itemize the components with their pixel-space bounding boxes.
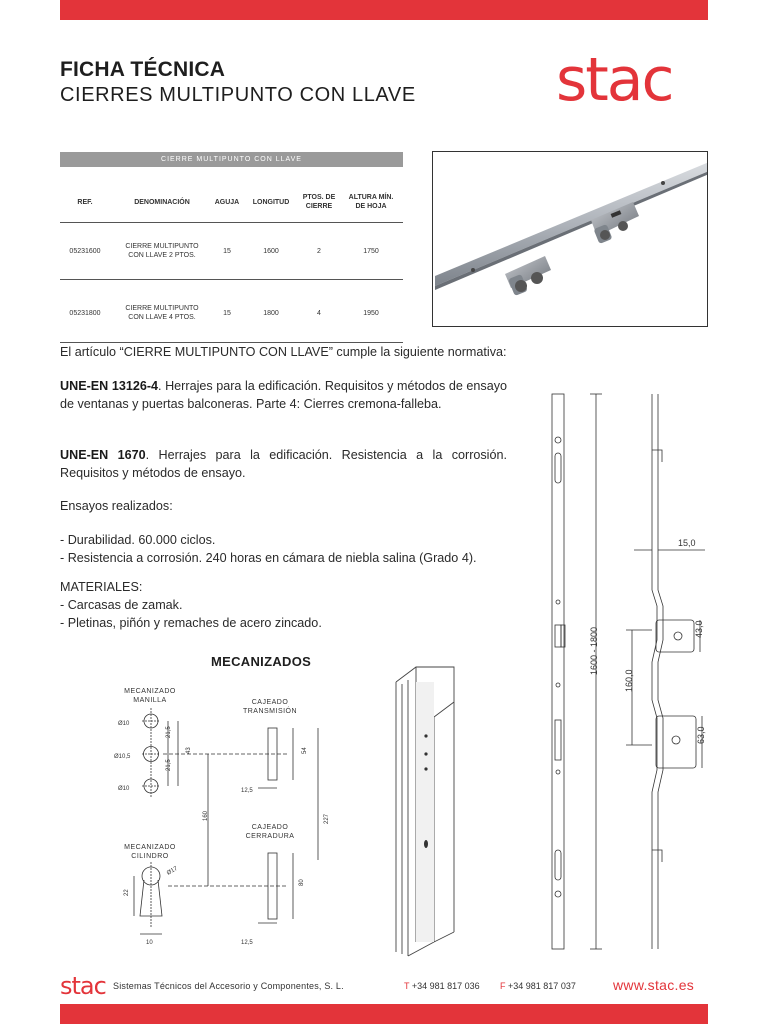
list-item: - Carcasas de zamak. xyxy=(60,598,183,612)
dim-d105: Ø10,5 xyxy=(114,754,131,760)
table-caption: CIERRE MULTIPUNTO CON LLAVE xyxy=(60,152,403,167)
phone-prefix: T xyxy=(404,981,410,991)
label-line: CAJEADO xyxy=(251,824,289,831)
dim-10: 10 xyxy=(146,940,153,946)
table-header-row xyxy=(60,167,403,223)
fax-prefix: F xyxy=(500,981,506,991)
standard-code: UNE-EN 13126-4 xyxy=(60,379,159,393)
dim-54: 54 xyxy=(302,747,308,754)
cell-ref: 05231600 xyxy=(69,248,101,255)
top-accent-bar xyxy=(60,0,708,20)
dim-21-5-top: 21,5 xyxy=(166,726,172,738)
label-line: CAJEADO xyxy=(251,699,289,706)
footer-phone xyxy=(404,981,480,991)
footer-fax xyxy=(500,981,576,991)
cell-longitud: 1600 xyxy=(263,248,279,255)
cell-den-line1: CIERRE MULTIPUNTO xyxy=(125,305,199,312)
col-ptos-line2: CIERRE xyxy=(305,203,333,210)
cell-den-line2: CON LLAVE 2 PTOS. xyxy=(128,252,196,259)
standard-description: . Herrajes para la edificación. Resistencia a la corrosión. Requisitos y métodos de ensayo. xyxy=(60,448,507,480)
profile-drawing xyxy=(386,662,466,962)
col-denominacion: DENOMINACIÓN xyxy=(134,199,190,206)
label-line: CILINDRO xyxy=(131,853,169,860)
cell-altura: 1750 xyxy=(363,248,379,255)
col-altura xyxy=(342,193,400,211)
dim-227: 227 xyxy=(324,813,330,824)
col-altura-line1: ALTURA MÍN. xyxy=(348,194,394,201)
cell-ptos: 4 xyxy=(317,310,321,317)
stac-logo: stac xyxy=(556,45,673,115)
dim-160: 160,0 xyxy=(624,669,634,692)
dim-43: 43,0 xyxy=(694,620,704,638)
fax-number: +34 981 817 037 xyxy=(508,981,576,991)
dim-80: 80 xyxy=(299,879,305,886)
cell-den-line2: CON LLAVE 4 PTOS. xyxy=(128,314,196,321)
label-line: MANILLA xyxy=(133,697,167,704)
cell-den-line1: CIERRE MULTIPUNTO xyxy=(125,243,199,250)
label-line: TRANSMISIÓN xyxy=(242,708,298,715)
dim-63: 63,0 xyxy=(696,726,706,744)
list-item: - Durabilidad. 60.000 ciclos. xyxy=(60,533,216,547)
list-item: - Resistencia a corrosión. 240 horas en cámara de niebla salina (Grado 4). xyxy=(60,551,477,565)
dim-43: 43 xyxy=(186,747,192,754)
col-ptos xyxy=(296,193,342,211)
dim-1600-1800: 1600 - 1800 xyxy=(589,626,599,675)
hardware-strip-drawing xyxy=(540,380,720,955)
col-longitud: LONGITUD xyxy=(252,199,290,206)
dim-160: 160 xyxy=(203,810,209,821)
normativa-intro: El artículo “CIERRE MULTIPUNTO CON LLAVE” cumple la siguiente normativa: xyxy=(60,345,507,359)
page-title: FICHA TÉCNICA xyxy=(60,58,226,81)
dim-d17: Ø17 xyxy=(166,865,179,877)
label-line: MECANIZADO xyxy=(124,844,176,851)
phone-number: +34 981 817 036 xyxy=(411,981,480,991)
machining-diagram xyxy=(108,680,383,955)
dim-22: 22 xyxy=(124,889,130,896)
materials-block xyxy=(60,578,322,632)
standard-code: UNE-EN 1670 xyxy=(60,448,146,462)
cell-denominacion xyxy=(118,304,206,322)
dim-d10-top: Ø10 xyxy=(118,721,130,727)
dim-d10-bottom: Ø10 xyxy=(118,786,130,792)
spec-table xyxy=(60,152,403,343)
dim-12-5-bottom: 12,5 xyxy=(241,940,253,946)
lock-body-lower xyxy=(505,256,551,296)
bottom-accent-bar xyxy=(60,1004,708,1024)
tests-heading: Ensayos realizados: xyxy=(60,499,173,513)
tests-list xyxy=(60,531,477,567)
label-line: CERRADURA xyxy=(245,833,295,840)
page-subtitle: CIERRES MULTIPUNTO CON LLAVE xyxy=(60,84,416,106)
col-aguja: AGUJA xyxy=(214,199,240,206)
company-name: Sistemas Técnicos del Accesorio y Componentes, S. L. xyxy=(113,981,344,991)
mecanizados-heading: MECANIZADOS xyxy=(211,654,312,669)
col-ptos-line1: PTOS. DE xyxy=(302,194,336,201)
machining-drawing xyxy=(108,680,383,955)
cell-aguja: 15 xyxy=(223,310,231,317)
cell-denominacion xyxy=(118,242,206,260)
col-altura-line2: DE HOJA xyxy=(355,203,387,210)
list-item: - Pletinas, piñón y remaches de acero zincado. xyxy=(60,616,322,630)
dim-15: 15,0 xyxy=(678,538,696,548)
product-photo xyxy=(432,151,708,327)
cell-altura: 1950 xyxy=(363,310,379,317)
footer-stac-logo: stac xyxy=(60,972,106,1000)
standard-une-13126 xyxy=(60,377,507,413)
standard-description: . Herrajes para la edificación. Requisitos y métodos de ensayo de ventanas y puertas balconeras. Parte 4: Cierres cremona-falleba. xyxy=(60,379,507,411)
col-ref: REF. xyxy=(77,199,93,206)
standard-une-1670 xyxy=(60,446,507,482)
website-link[interactable]: www.stac.es xyxy=(613,977,695,993)
cell-aguja: 15 xyxy=(223,248,231,255)
label-line: MECANIZADO xyxy=(124,688,176,695)
dim-12-5-top: 12,5 xyxy=(241,788,253,794)
cell-longitud: 1800 xyxy=(263,310,279,317)
cell-ref: 05231800 xyxy=(69,310,101,317)
table-row xyxy=(60,223,403,280)
materials-heading: MATERIALES: xyxy=(60,580,143,594)
table-row xyxy=(60,280,403,343)
cell-ptos: 2 xyxy=(317,248,321,255)
dim-21-5-bottom: 21,5 xyxy=(166,759,172,771)
